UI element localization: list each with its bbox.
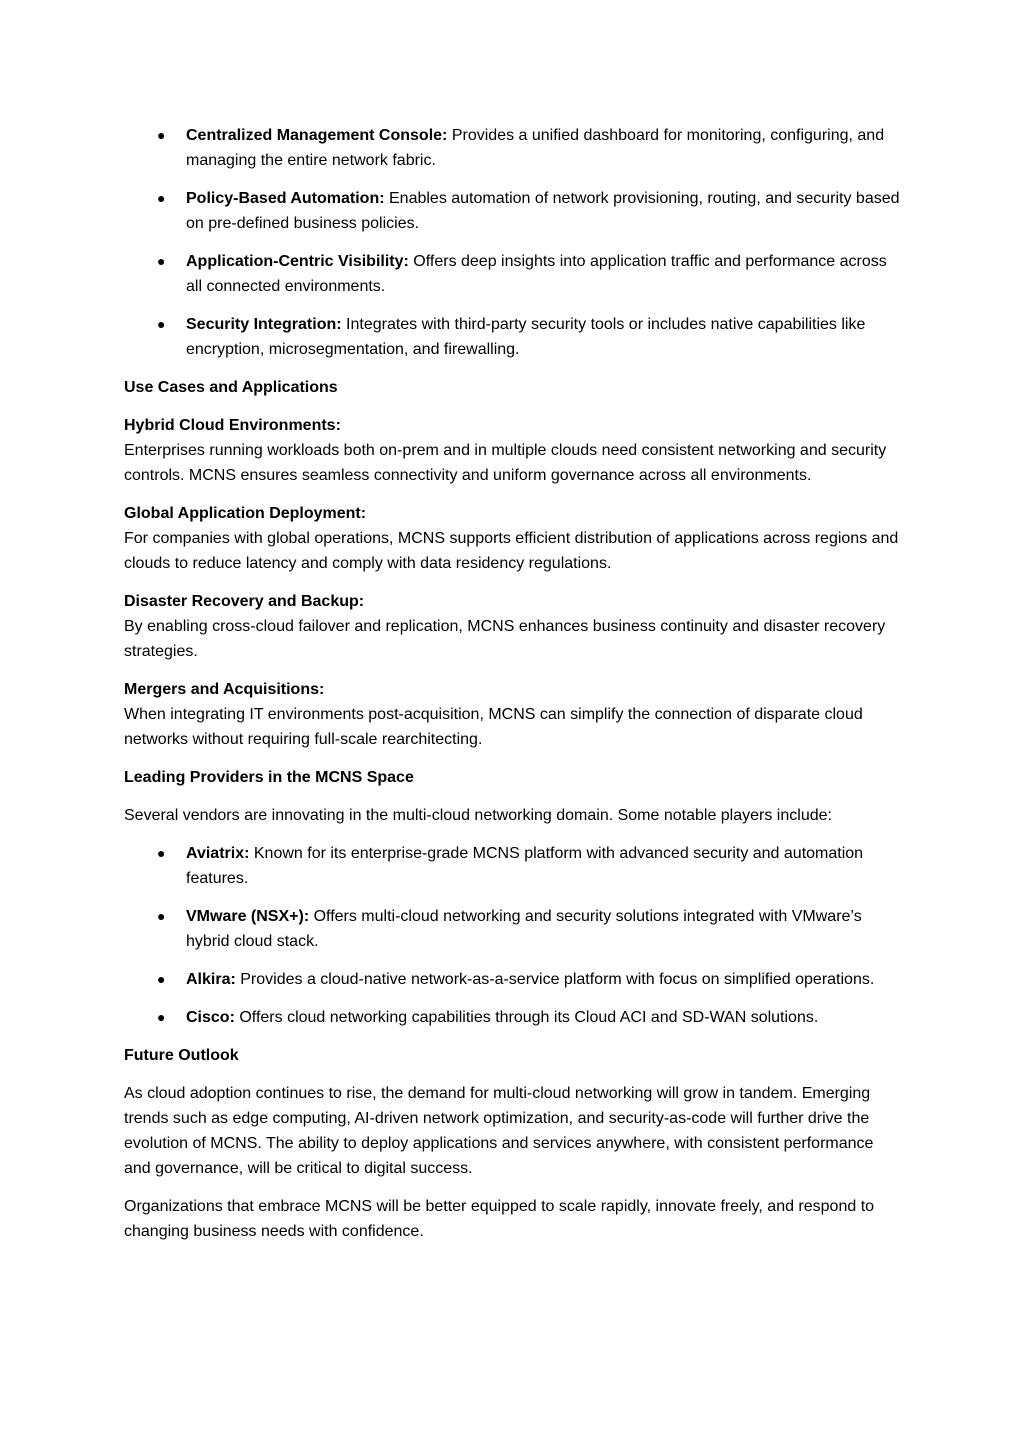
- use-case-title: Global Application Deployment:: [124, 505, 367, 522]
- list-item: [124, 904, 904, 954]
- bullet-icon: ●: [157, 908, 166, 924]
- item-title: Centralized Management Console:: [186, 127, 448, 144]
- item-title: Application-Centric Visibility:: [186, 253, 409, 270]
- section-heading-use-cases: Use Cases and Applications: [124, 379, 338, 396]
- use-case-title: Disaster Recovery and Backup:: [124, 593, 365, 610]
- use-case-item: [124, 589, 904, 664]
- document-page: [124, 123, 904, 1257]
- item-text: Known for its enterprise-grade MCNS platform with advanced security and automation features.: [186, 845, 864, 887]
- item-title: Cisco:: [186, 1009, 235, 1026]
- list-item: [124, 841, 904, 891]
- bullet-icon: ●: [157, 127, 166, 143]
- item-text: Offers cloud networking capabilities through its Cloud ACI and SD-WAN solutions.: [234, 1009, 819, 1026]
- use-case-title: Mergers and Acquisitions:: [124, 681, 325, 698]
- item-title: Alkira:: [186, 971, 236, 988]
- list-item: [124, 186, 904, 236]
- outlook-paragraph: As cloud adoption continues to rise, the demand for multi-cloud networking will grow in tandem. Emerging trends such as edge computing, AI-driven network optimization, and security-as-code will further drive the evolution of MCNS. The ability to deploy applications and services anywhere, with consistent performance and governance, will be critical to digital success.: [124, 1085, 874, 1177]
- bullet-icon: ●: [157, 1009, 166, 1025]
- use-case-text: By enabling cross-cloud failover and replication, MCNS enhances business continuity and disaster recovery strategies.: [124, 618, 886, 660]
- bullet-icon: ●: [157, 253, 166, 269]
- list-item: [124, 967, 904, 992]
- use-case-title: Hybrid Cloud Environments:: [124, 417, 341, 434]
- bullet-icon: ●: [157, 190, 166, 206]
- item-text: Provides a cloud-native network-as-a-service platform with focus on simplified operations.: [235, 971, 875, 988]
- item-text: Enables automation of network provisioning, routing, and security based on pre-defined business policies.: [186, 190, 900, 232]
- item-title: Policy-Based Automation:: [186, 190, 385, 207]
- feature-list: [124, 123, 904, 362]
- item-text: Offers deep insights into application traffic and performance across all connected environments.: [186, 253, 887, 295]
- item-title: Aviatrix:: [186, 845, 250, 862]
- use-case-text: Enterprises running workloads both on-prem and in multiple clouds need consistent networking and security controls. MCNS ensures seamless connectivity and uniform governance across all environments.: [124, 442, 887, 484]
- provider-list: [124, 841, 904, 1030]
- item-text: Offers multi-cloud networking and security solutions integrated with VMware’s hybrid cloud stack.: [186, 908, 862, 950]
- section-heading-providers: Leading Providers in the MCNS Space: [124, 769, 414, 786]
- list-item: [124, 123, 904, 173]
- use-case-item: [124, 677, 904, 752]
- item-text: Integrates with third-party security tools or includes native capabilities like encryption, microsegmentation, and firewalling.: [186, 316, 866, 358]
- item-title: Security Integration:: [186, 316, 342, 333]
- bullet-icon: ●: [157, 845, 166, 861]
- list-item: [124, 1005, 904, 1030]
- use-case-item: [124, 413, 904, 488]
- bullet-icon: ●: [157, 316, 166, 332]
- providers-intro: Several vendors are innovating in the multi-cloud networking domain. Some notable players include:: [124, 807, 832, 824]
- use-case-text: For companies with global operations, MCNS supports efficient distribution of applications across regions and clouds to reduce latency and comply with data residency regulations.: [124, 530, 899, 572]
- outlook-paragraph: Organizations that embrace MCNS will be better equipped to scale rapidly, innovate freely, and respond to changing business needs with confidence.: [124, 1198, 875, 1240]
- use-case-item: [124, 501, 904, 576]
- item-title: VMware (NSX+):: [186, 908, 310, 925]
- bullet-icon: ●: [157, 971, 166, 987]
- use-case-text: When integrating IT environments post-acquisition, MCNS can simplify the connection of disparate cloud networks without requiring full-scale rearchitecting.: [124, 706, 863, 748]
- item-text: Provides a unified dashboard for monitoring, configuring, and managing the entire network fabric.: [186, 127, 885, 169]
- list-item: [124, 312, 904, 362]
- list-item: [124, 249, 904, 299]
- section-heading-outlook: Future Outlook: [124, 1047, 239, 1064]
